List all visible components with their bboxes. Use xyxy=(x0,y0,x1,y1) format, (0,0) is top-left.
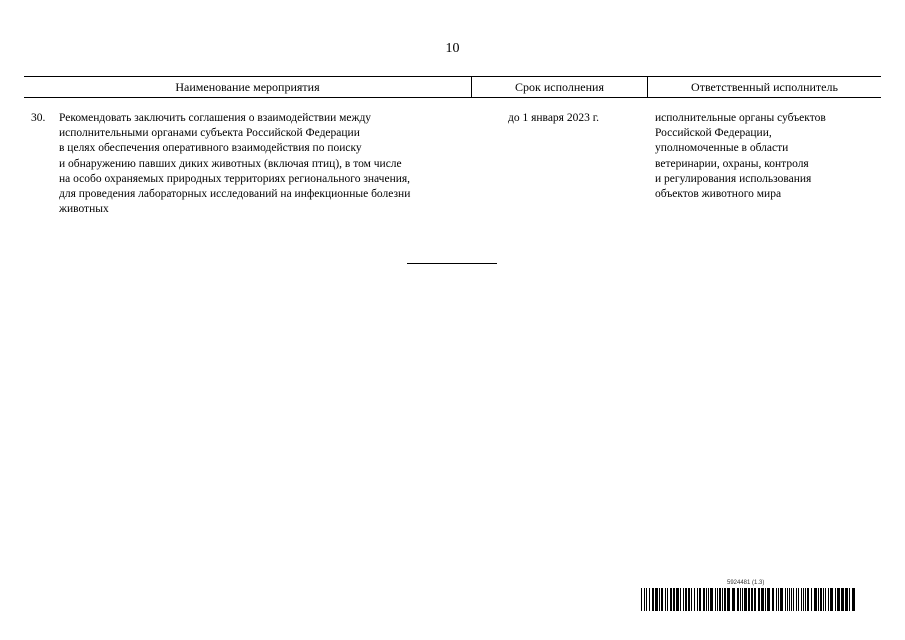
measure-line: Рекомендовать заключить соглашения о взаимодействии между xyxy=(59,112,372,124)
measure-line: для проведения лабораторных исследований на инфекционные болезни xyxy=(59,188,411,201)
measure-line: в целях обеспечения оперативного взаимодействия по поиску xyxy=(59,142,362,155)
row-number: 30. xyxy=(31,112,46,124)
header-deadline: Срок исполнения xyxy=(472,77,648,97)
responsible-line: и регулирования использования xyxy=(655,172,812,185)
responsible-line: уполномоченные в области xyxy=(655,142,789,155)
measure-line: и обнаружению павших диких животных (включая птиц), в том числе xyxy=(59,157,402,170)
measure-line: на особо охраняемых природных территориях регионального значения, xyxy=(59,172,411,185)
barcode xyxy=(641,588,857,611)
row-responsible xyxy=(655,111,826,202)
table-header xyxy=(24,76,881,98)
responsible-line: ветеринарии, охраны, контроля xyxy=(655,157,809,170)
row-deadline: до 1 января 2023 г. xyxy=(508,112,600,124)
measure-line: исполнительными органами субъекта Российской Федерации xyxy=(59,127,360,140)
barcode-caption: 5924481 (1.3) xyxy=(727,580,765,586)
responsible-line: Российской Федерации, xyxy=(655,127,772,140)
header-responsible: Ответственный исполнитель xyxy=(691,79,838,94)
closing-line xyxy=(407,263,497,264)
responsible-line: исполнительные органы субъектов xyxy=(655,112,826,124)
row-measure xyxy=(59,111,410,217)
page-number: 10 xyxy=(445,41,460,56)
barcode-block xyxy=(641,580,857,612)
measure-line: животных xyxy=(59,203,109,216)
header-name: Наименование мероприятия xyxy=(24,77,472,97)
responsible-line: объектов животного мира xyxy=(655,188,782,201)
